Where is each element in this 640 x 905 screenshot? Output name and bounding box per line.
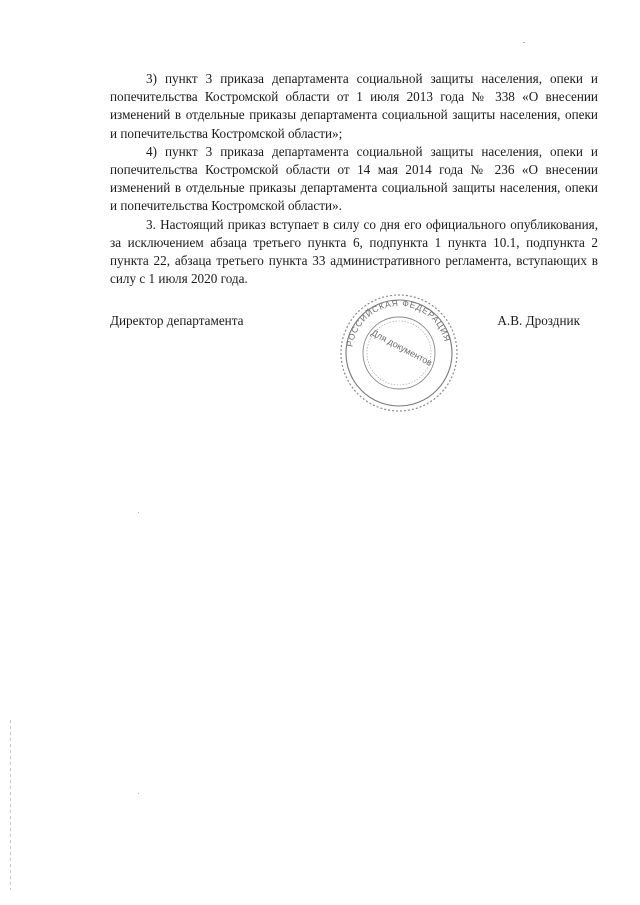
signer-name: А.В. Дроздник — [497, 313, 580, 328]
scan-speck — [138, 512, 139, 513]
signer-position: Директор департамента — [110, 313, 244, 328]
paragraph-item-3: 3) пункт 3 приказа департамента социальной защиты населения, опеки и попечительства Костромской области от 1 июля 2013 года № 338 «О внесении изменений в отдельные приказы департамента социальной защиты населения, опеки и попечительства Костромской области»; — [110, 71, 598, 141]
seal-center-text: Для документов — [369, 327, 434, 368]
paragraph-item-4: 4) пункт 3 приказа департамента социальной защиты населения, опеки и попечительства Костромской области от 14 мая 2014 года № 236 «О внесении изменений в отдельные приказы департамента социальной защиты населения, опеки и попечительства Костромской области». — [110, 143, 598, 214]
official-seal — [330, 292, 468, 414]
scan-speck — [523, 42, 525, 43]
scan-speck — [138, 793, 139, 794]
paragraph-section-3: 3. Настоящий приказ вступает в силу со дня его официального опубликования, за исключением абзаца третьего пункта 6, подпункта 1 пункта 10.1, подпункта 2 пункта 22, абзаца третьего пункта 33 административного регламента, вступающих в силу с 1 июля 2020 года. — [110, 216, 598, 287]
document-body — [110, 70, 598, 288]
scan-edge-artifact — [10, 720, 11, 890]
seal-outer-text: РОССИЙСКАЯ ФЕДЕРАЦИЯ — [344, 297, 453, 348]
